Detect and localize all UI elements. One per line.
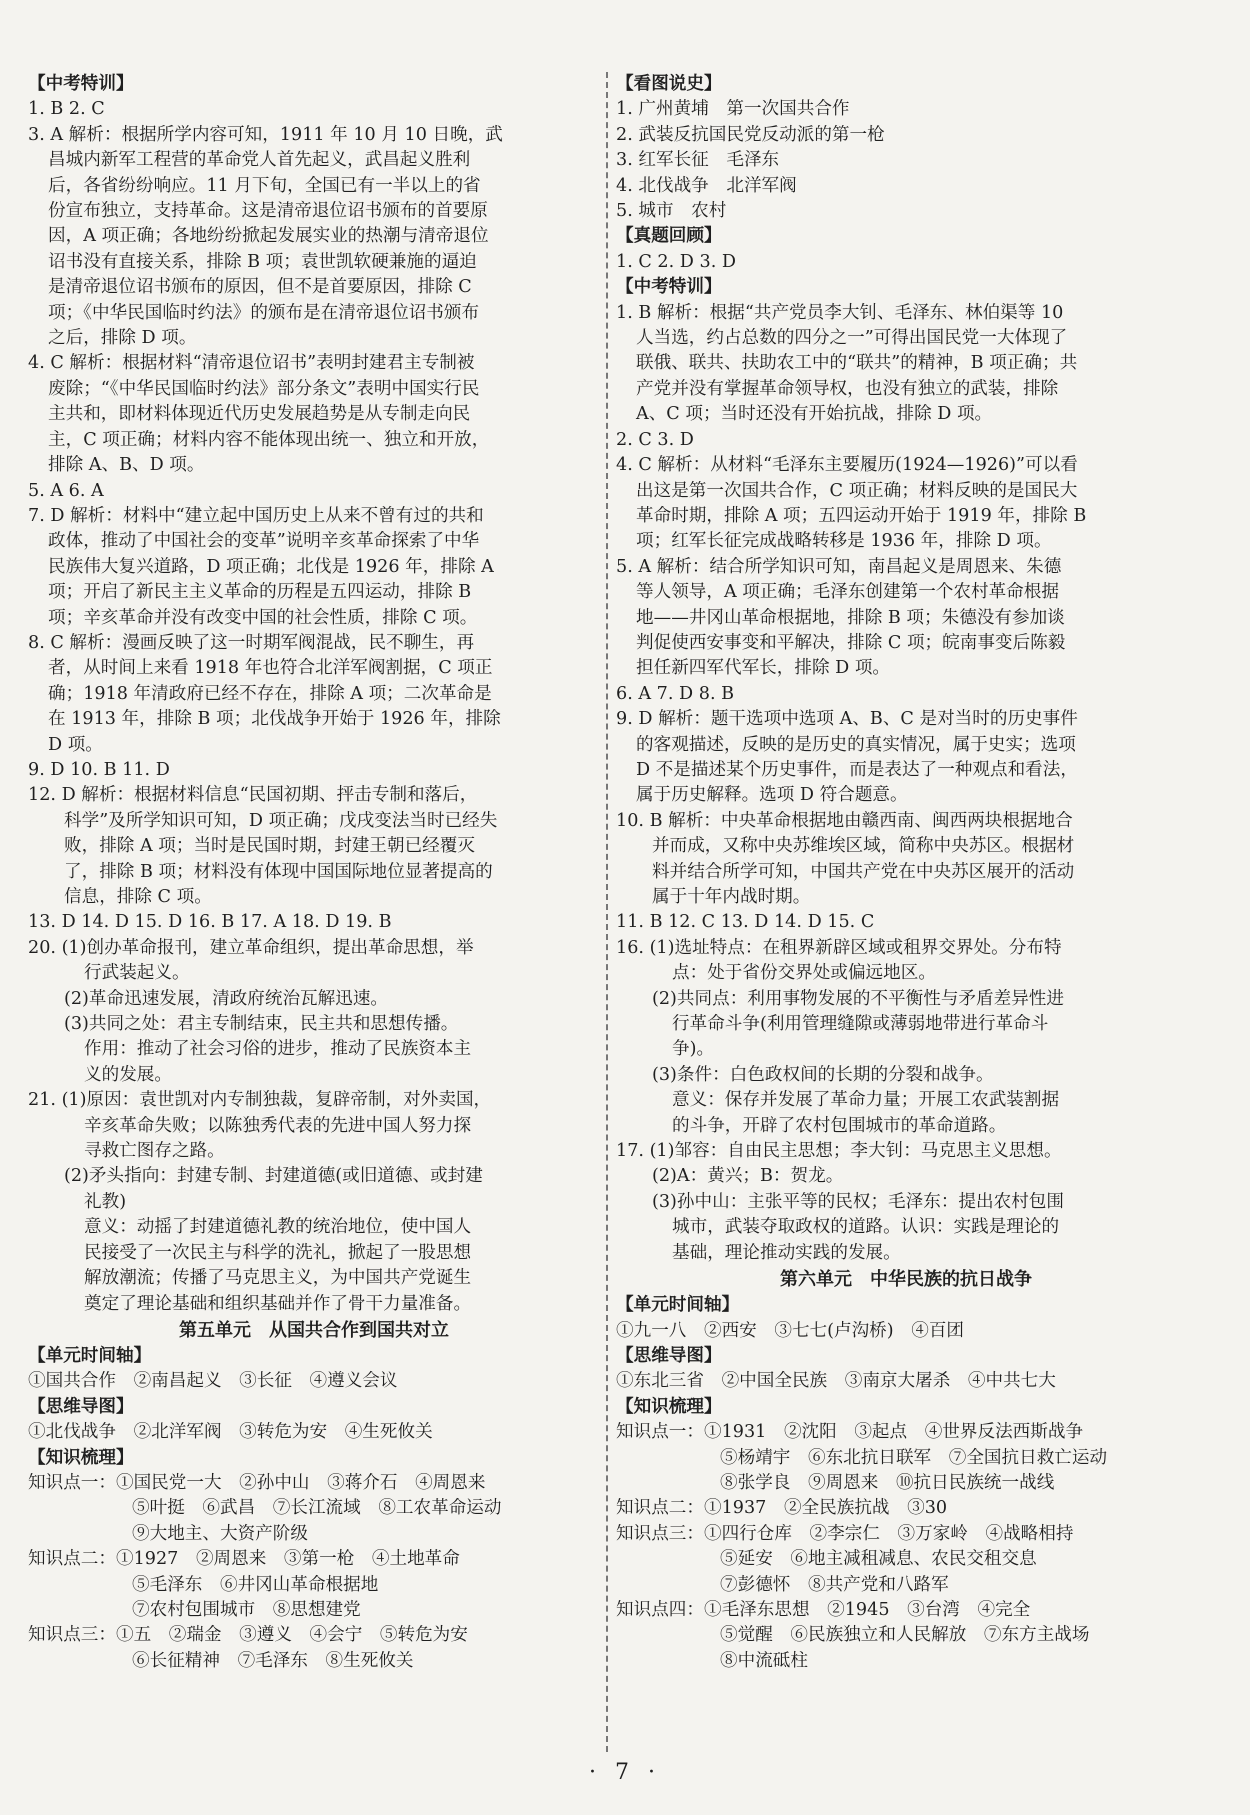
left-column	[28, 72, 600, 1674]
section-header: 【中考特训】	[616, 277, 722, 298]
answer-continuation-line: 昌城内新军工程营的革命党人首先起义，武昌起义胜利	[48, 150, 471, 171]
answer-continuation-line: 点：处于省份交界处或偏远地区。	[672, 963, 936, 984]
answer-line: 3. 红军长征 毛泽东	[616, 150, 780, 171]
answer-line: 9. D 10. B 11. D	[28, 759, 170, 780]
section-header: 【真题回顾】	[616, 226, 722, 247]
answer-line: 3. A 解析：根据所学内容可知，1911 年 10 月 10 日晚，武	[28, 124, 503, 145]
answer-line: 1. B 2. C	[28, 99, 105, 120]
answer-continuation-line: 份宣布独立，支持革命。这是清帝退位诏书颁布的首要原	[48, 201, 488, 222]
section-header: 【知识梳理】	[616, 1396, 722, 1417]
answer-continuation-line: (3)共同之处：君主专制结束，民主共和思想传播。	[64, 1014, 459, 1035]
answer-continuation-line: 的斗争，开辟了农村包围城市的革命道路。	[672, 1115, 1007, 1136]
answer-continuation-line: 寻救亡图存之路。	[84, 1141, 225, 1162]
answer-continuation-line: 礼教)	[84, 1191, 127, 1212]
answer-continuation-line: 革命时期，排除 A 项；五四运动开始于 1919 年，排除 B	[636, 505, 1087, 526]
knowledge-point-line	[616, 1420, 1196, 1445]
answer-continuation-line: 是清帝退位诏书颁布的原因，但不是首要原因，排除 C	[48, 277, 472, 298]
knowledge-point-label: 知识点三：	[616, 1523, 704, 1544]
unit-title: 第六单元 中华民族的抗日战争	[780, 1269, 1032, 1291]
answer-continuation-line: 人当选，约占总数的四分之一”可得出国民党一大体现了	[636, 328, 1068, 349]
answer-line: 4. 北伐战争 北洋军阀	[616, 175, 797, 196]
answer-line: ①北伐战争 ②北洋军阀 ③转危为安 ④生死攸关	[28, 1422, 433, 1443]
answer-continuation-line: 民接受了一次民主与科学的洗礼，掀起了一股思想	[84, 1242, 472, 1263]
answer-continuation-line: 后，各省纷纷响应。11 月下旬，全国已有一半以上的省	[48, 175, 481, 196]
answer-line: 9. D 解析：题干选项中选项 A、B、C 是对当时的历史事件	[616, 709, 1078, 730]
answer-line: 2. C 3. D	[616, 429, 694, 450]
answer-line: 8. C 解析：漫画反映了这一时期军阀混战，民不聊生，再	[28, 632, 475, 653]
unit-title: 第五单元 从国共合作到国共对立	[179, 1319, 449, 1341]
answer-line: ①九一八 ②西安 ③七七(卢沟桥) ④百团	[616, 1320, 965, 1341]
answer-continuation-line: (2)A：黄兴；B：贺龙。	[652, 1166, 844, 1187]
answer-continuation-line: 作用：推动了社会习俗的进步，推动了民族资本主	[84, 1039, 472, 1060]
answer-continuation-line: 争)。	[672, 1039, 715, 1060]
answer-continuation-line: (2)矛头指向：封建专制、封建道德(或旧道德、或封建	[64, 1166, 483, 1187]
answer-continuation-line: 因，A 项正确；各地纷纷掀起发展实业的热潮与清帝退位	[48, 226, 489, 247]
answer-continuation-line: 政体，推动了中国社会的变革”说明辛亥革命探索了中华	[48, 531, 480, 552]
knowledge-point-line	[28, 1471, 600, 1496]
knowledge-point-items: ①1931 ②沈阳 ③起点 ④世界反法西斯战争	[703, 1422, 1084, 1443]
answer-continuation-line: 产党并没有掌握革命领导权，也没有独立的武装，排除	[636, 378, 1059, 399]
answer-continuation-line: 了，排除 B 项；材料没有体现中国国际地位显著提高的	[64, 861, 493, 882]
section-header: 【知识梳理】	[28, 1447, 134, 1468]
answer-continuation-line: 行武装起义。	[84, 963, 190, 984]
answer-continuation-line: 担任新四军代军长，排除 D 项。	[636, 658, 891, 679]
answer-continuation-line: ⑤觉醒 ⑥民族独立和人民解放 ⑦东方主战场	[720, 1625, 1090, 1646]
answer-continuation-line: 主，C 项正确；材料内容不能体现出统一、独立和开放，	[48, 429, 490, 450]
answer-continuation-line: 废除；“《中华民国临时约法》部分条文”表明中国实行民	[48, 378, 480, 399]
answer-continuation-line: 基础，理论推动实践的发展。	[672, 1242, 901, 1263]
answer-line: 20. (1)创办革命报刊，建立革命组织，提出革命思想，举	[28, 937, 474, 958]
answer-continuation-line: 并而成，又称中央苏维埃区域，简称中央苏区。根据材	[652, 836, 1075, 857]
answer-continuation-line: 意义：保存并发展了革命力量；开展工农武装割据	[672, 1090, 1060, 1111]
answer-line: 16. (1)选址特点：在租界新辟区域或租界交界处。分布特	[616, 937, 1062, 958]
answer-continuation-line: (3)条件：白色政权间的长期的分裂和战争。	[652, 1064, 994, 1085]
section-header: 【中考特训】	[28, 74, 134, 94]
answer-continuation-line: (2)共同点：利用事物发展的不平衡性与矛盾差异性进	[652, 988, 1064, 1009]
answer-line: ①东北三省 ②中国全民族 ③南京大屠杀 ④中共七大	[616, 1371, 1056, 1392]
answer-continuation-line: 城市，武装夺取政权的道路。认识：实践是理论的	[672, 1217, 1060, 1238]
answer-continuation-line: ⑦彭德怀 ⑧共产党和八路军	[720, 1574, 949, 1595]
knowledge-point-line	[616, 1496, 1196, 1521]
knowledge-point-items: ①四行仓库 ②李宗仁 ③万家岭 ④战略相持	[703, 1523, 1074, 1544]
answer-continuation-line: ⑤毛泽东 ⑥井冈山革命根据地	[132, 1574, 379, 1595]
answer-continuation-line: 项；开启了新民主主义革命的历程是五四运动，排除 B	[48, 582, 472, 603]
answer-line: 4. C 解析：根据材料“清帝退位诏书”表明封建君主专制被	[28, 353, 475, 374]
answer-continuation-line: 民族伟大复兴道路，D 项正确；北伐是 1926 年，排除 A	[48, 556, 494, 577]
answer-continuation-line: 科学”及所学知识可知，D 项正确；戊戌变法当时已经失	[64, 810, 498, 831]
column-divider	[606, 72, 608, 1752]
answer-continuation-line: (3)孙中山：主张平等的民权；毛泽东：提出农村包围	[652, 1191, 1064, 1212]
answer-line: 5. 城市 农村	[616, 201, 727, 222]
answer-continuation-line: 解放潮流；传播了马克思主义，为中国共产党诞生	[84, 1268, 472, 1289]
knowledge-point-items: ①1927 ②周恩来 ③第一枪 ④土地革命	[115, 1549, 460, 1570]
answer-line: 21. (1)原因：袁世凯对内专制独裁，复辟帝制，对外卖国，	[28, 1090, 492, 1111]
answer-continuation-line: 主共和，即材料体现近代历史发展趋势是从专制走向民	[48, 404, 471, 425]
knowledge-point-items: ①五 ②瑞金 ③遵义 ④会宁 ⑤转危为安	[115, 1625, 468, 1646]
answer-continuation-line: 出这是第一次国共合作，C 项正确；材料反映的是国民大	[636, 480, 1078, 501]
answer-line: 10. B 解析：中央革命根据地由赣西南、闽西两块根据地合	[616, 810, 1073, 831]
knowledge-point-label: 知识点一：	[616, 1422, 704, 1443]
knowledge-point-line	[616, 1598, 1196, 1623]
section-header: 【单元时间轴】	[616, 1295, 740, 1316]
answer-line: 1. B 解析：根据“共产党员李大钊、毛泽东、林伯渠等 10	[616, 302, 1064, 323]
answer-continuation-line: (2)革命迅速发展，清政府统治瓦解迅速。	[64, 988, 389, 1009]
answer-line: 7. D 解析：材料中“建立起中国历史上从来不曾有过的共和	[28, 505, 484, 526]
answer-continuation-line: 联俄、联共、扶助农工中的“联共”的精神，B 项正确；共	[636, 353, 1078, 374]
answer-continuation-line: ⑤杨靖宇 ⑥东北抗日联军 ⑦全国抗日救亡运动	[720, 1447, 1108, 1468]
answer-continuation-line: ⑧中流砥柱	[720, 1650, 808, 1671]
knowledge-point-label: 知识点二：	[616, 1498, 704, 1519]
answer-continuation-line: 判促使西安事变和平解决，排除 C 项；皖南事变后陈毅	[636, 632, 1066, 653]
answer-continuation-line: 在 1913 年，排除 B 项；北伐战争开始于 1926 年，排除	[48, 709, 501, 730]
answer-continuation-line: ⑦农村包围城市 ⑧思想建党	[132, 1599, 361, 1620]
answer-continuation-line: 信息，排除 C 项。	[64, 887, 212, 907]
answer-continuation-line: ⑤叶挺 ⑥武昌 ⑦长江流域 ⑧工农革命运动	[132, 1498, 502, 1519]
knowledge-point-label: 知识点二：	[28, 1549, 116, 1570]
right-column	[616, 72, 1196, 1674]
knowledge-point-items: ①毛泽东思想 ②1945 ③台湾 ④完全	[703, 1599, 1031, 1620]
answer-line: 1. 广州黄埔 第一次国共合作	[616, 99, 850, 120]
answer-line: 6. A 7. D 8. B	[616, 683, 735, 704]
answer-continuation-line: 奠定了理论基础和组织基础并作了骨干力量准备。	[84, 1293, 472, 1314]
answer-continuation-line: ⑥长征精神 ⑦毛泽东 ⑧生死攸关	[132, 1650, 414, 1671]
answer-continuation-line: 辛亥革命失败；以陈独秀代表的先进中国人努力探	[84, 1115, 472, 1136]
answer-line: 4. C 解析：从材料“毛泽东主要履历(1924—1926)”可以看	[616, 455, 1078, 476]
answer-continuation-line: ⑧张学良 ⑨周恩来 ⑩抗日民族统一战线	[720, 1472, 1055, 1493]
knowledge-point-label: 知识点三：	[28, 1625, 116, 1646]
section-header: 【思维导图】	[28, 1396, 134, 1417]
answer-continuation-line: 之后，排除 D 项。	[48, 328, 197, 349]
answer-continuation-line: 诏书没有直接关系，排除 B 项；袁世凯软硬兼施的逼迫	[48, 251, 477, 272]
knowledge-point-items: ①1937 ②全民族抗战 ③30	[703, 1498, 948, 1519]
knowledge-point-label: 知识点四：	[616, 1599, 704, 1620]
answer-line: 12. D 解析：根据材料信息“民国初期、抨击专制和落后，	[28, 785, 478, 806]
answer-continuation-line: 项；《中华民国临时约法》的颁布是在清帝退位诏书颁布	[48, 302, 480, 323]
answer-continuation-line: 行革命斗争(利用管理缝隙或薄弱地带进行革命斗	[672, 1014, 1049, 1035]
answer-continuation-line: 项；辛亥革命并没有改变中国的社会性质，排除 C 项。	[48, 607, 478, 628]
answer-line: 13. D 14. D 15. D 16. B 17. A 18. D 19. B	[28, 912, 392, 933]
answer-continuation-line: D 不是描述某个历史事件，而是表达了一种观点和看法，	[636, 759, 1078, 780]
answer-continuation-line: 等人领导，A 项正确；毛泽东创建第一个农村革命根据	[636, 582, 1059, 603]
answer-continuation-line: ⑤延安 ⑥地主减租减息、农民交租交息	[720, 1549, 1037, 1570]
answer-continuation-line: 者，从时间上来看 1918 年也符合北洋军阀割据，C 项正	[48, 658, 493, 679]
answer-line: 17. (1)邹容：自由民主思想；李大钊：马克思主义思想。	[616, 1141, 1062, 1162]
answer-continuation-line: 败，排除 A 项；当时是民国时期，封建王朝已经覆灭	[64, 836, 475, 857]
knowledge-point-line	[28, 1623, 600, 1648]
answer-continuation-line: 料并结合所学可知，中国共产党在中央苏区展开的活动	[652, 861, 1075, 882]
answer-line: 5. A 6. A	[28, 480, 104, 501]
knowledge-point-label: 知识点一：	[28, 1472, 116, 1493]
answer-line: 11. B 12. C 13. D 14. D 15. C	[616, 912, 875, 933]
answer-line: ①国共合作 ②南昌起义 ③长征 ④遵义会议	[28, 1371, 398, 1392]
section-header: 【思维导图】	[616, 1345, 722, 1366]
answer-continuation-line: 意义：动摇了封建道德礼教的统治地位，使中国人	[84, 1217, 472, 1238]
answer-continuation-line: A、C 项；当时还没有开始抗战，排除 D 项。	[636, 404, 993, 425]
answer-continuation-line: 的客观描述，反映的是历史的真实情况，属于史实；选项	[636, 734, 1076, 755]
answer-continuation-line: D 项。	[48, 734, 103, 755]
section-header: 【看图说史】	[616, 74, 722, 94]
answer-line: 5. A 解析：结合所学知识可知，南昌起义是周恩来、朱德	[616, 556, 1062, 577]
section-header: 【单元时间轴】	[28, 1345, 152, 1366]
answer-continuation-line: 属于十年内战时期。	[652, 887, 811, 907]
answer-continuation-line: 属于历史解释。选项 D 符合题意。	[636, 785, 908, 806]
answer-line: 2. 武装反抗国民党反动派的第一枪	[616, 124, 885, 145]
knowledge-point-items: ①国民党一大 ②孙中山 ③蒋介石 ④周恩来	[115, 1472, 486, 1493]
knowledge-point-line	[28, 1547, 600, 1572]
answer-continuation-line: 确；1918 年清政府已经不存在，排除 A 项；二次革命是	[48, 683, 492, 704]
knowledge-point-line	[616, 1522, 1196, 1547]
answer-line: 1. C 2. D 3. D	[616, 251, 736, 272]
page-number: · 7 ·	[589, 1760, 661, 1785]
answer-continuation-line: 项；红军长征完成战略转移是 1936 年，排除 D 项。	[636, 531, 1052, 552]
answer-continuation-line: 地——井冈山革命根据地，排除 B 项；朱德没有参加谈	[636, 607, 1065, 628]
answer-continuation-line: ⑨大地主、大资产阶级	[132, 1523, 308, 1544]
answer-continuation-line: 义的发展。	[84, 1064, 172, 1085]
answer-continuation-line: 排除 A、B、D 项。	[48, 455, 205, 476]
